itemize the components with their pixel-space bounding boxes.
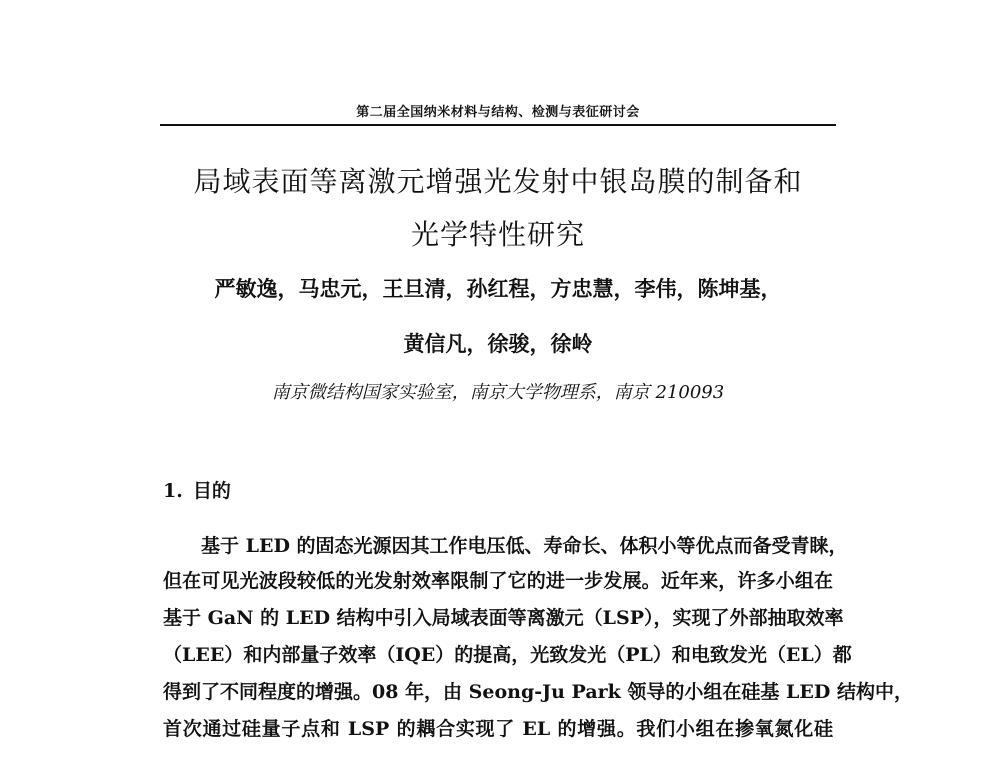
section-title: 目的	[192, 480, 231, 502]
paragraph-line-5: 得到了不同程度的增强。08 年，由 Seong-Ju Park 领导的小组在硅基 LED 结构中，	[163, 681, 913, 703]
section-heading	[163, 476, 231, 503]
author-list-line-1: 严敏逸，马忠元，王旦清，孙红程，方忠慧，李伟，陈坤基，	[214, 276, 782, 301]
paragraph-line-4: （LEE）和内部量子效率（IQE）的提高，光致发光（PL）和电致发光（EL）都	[163, 644, 852, 666]
author-list-line-2: 黄信凡，徐骏，徐岭	[403, 331, 593, 356]
paragraph-line-2: 但在可见光波段较低的光发射效率限制了它的进一步发展。近年来，许多小组在	[163, 570, 833, 592]
running-header: 第二届全国纳米材料与结构、检测与表征研讨会	[356, 105, 640, 120]
paragraph-line-6: 首次通过硅量子点和 LSP 的耦合实现了 EL 的增强。我们小组在掺氧氮化硅	[163, 718, 833, 740]
section-number: 1.	[163, 480, 183, 502]
affiliation: 南京微结构国家实验室，南京大学物理系，南京 210093	[271, 382, 725, 403]
paragraph-line-3: 基于 GaN 的 LED 结构中引入局域表面等离激元（LSP），实现了外部抽取效率	[163, 607, 844, 629]
paper-title-line-2: 光学特性研究	[410, 218, 585, 251]
header-rule	[160, 124, 836, 126]
paragraph-line-1: 基于 LED 的固态光源因其工作电压低、寿命长、体积小等优点而备受青睐，	[201, 535, 848, 557]
paper-title-line-1: 局域表面等离激元增强光发射中银岛膜的制备和	[193, 165, 803, 198]
